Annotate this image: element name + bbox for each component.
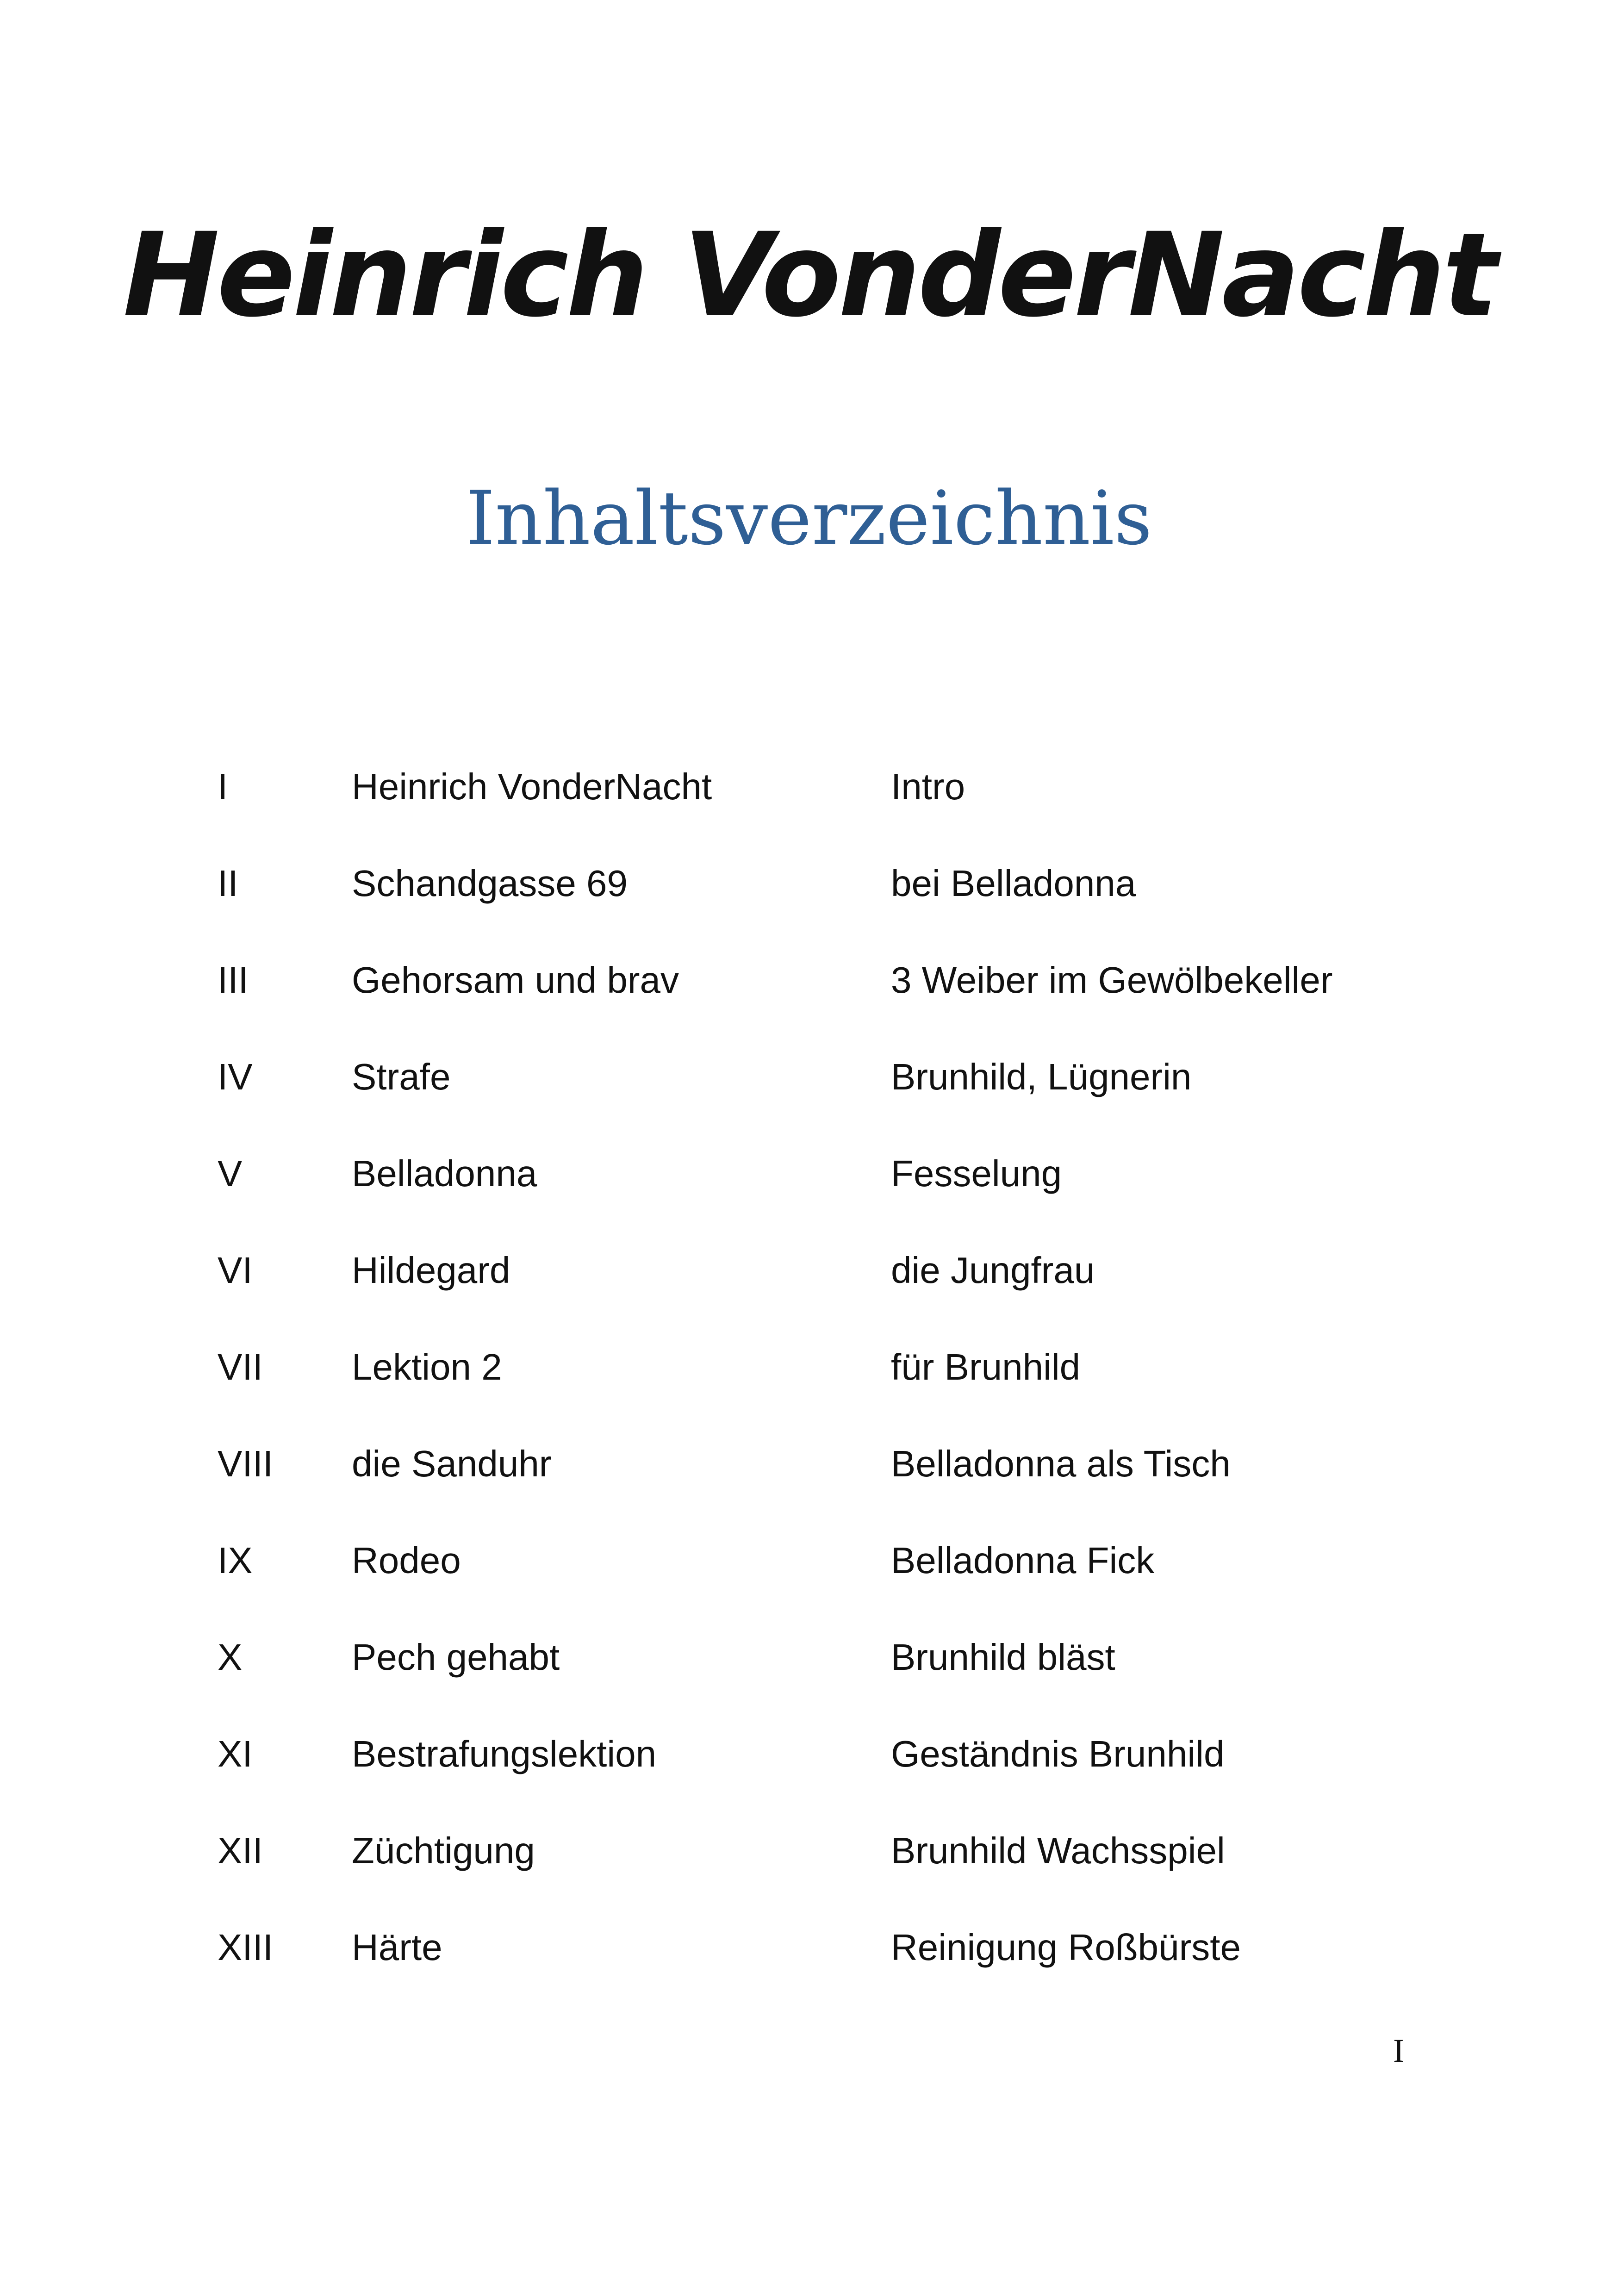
chapter-title: Belladonna [352,1153,537,1194]
chapter-title: Rodeo [352,1540,461,1581]
chapter-subtitle: Belladonna als Tisch [891,1443,1231,1484]
chapter-title: Lektion 2 [352,1346,502,1388]
chapter-number: VIII [218,1443,274,1484]
chapter-title: Hildegard [352,1250,510,1291]
chapter-title: Härte [352,1927,442,1968]
chapter-subtitle: Intro [891,766,965,807]
chapter-title: Bestrafungslektion [352,1733,657,1774]
chapter-number: IX [218,1540,253,1581]
toc-entry [218,768,1467,865]
chapter-subtitle: Belladonna Fick [891,1540,1155,1581]
chapter-subtitle: Brunhild bläst [891,1636,1115,1678]
chapter-title: die Sanduhr [352,1443,552,1484]
author-title: Heinrich VonderNacht [123,208,1495,342]
toc-entry [218,1155,1467,1252]
chapter-number: V [218,1153,243,1194]
toc-entry [218,1929,1467,2026]
chapter-subtitle: die Jungfrau [891,1250,1095,1291]
chapter-subtitle: Brunhild Wachsspiel [891,1830,1225,1871]
toc-entry [218,959,1467,1058]
chapter-subtitle: bei Belladonna [891,863,1136,904]
chapter-title: Pech gehabt [352,1636,560,1678]
chapter-title: Gehorsam und brav [352,959,679,1001]
chapter-number: III [218,959,249,1001]
table-of-contents [218,768,1467,2026]
chapter-title: Heinrich VonderNacht [352,766,712,807]
toc-entry [218,865,1467,962]
chapter-number: VII [218,1346,263,1388]
page-number: I [1393,2032,1404,2069]
chapter-title: Schandgasse 69 [352,863,628,904]
chapter-number: XIII [218,1927,274,1968]
chapter-number: XI [218,1733,253,1774]
chapter-number: IV [218,1056,253,1097]
chapter-subtitle: Fesselung [891,1153,1062,1194]
chapter-subtitle: 3 Weiber im Gewölbekeller [891,959,1333,1001]
chapter-number: VI [218,1250,253,1291]
chapter-subtitle: Geständnis Brunhild [891,1733,1225,1774]
toc-entry [218,1636,1467,1736]
chapter-number: X [218,1636,243,1678]
toc-entry [218,1252,1467,1349]
chapter-title: Züchtigung [352,1830,535,1871]
chapter-title: Strafe [352,1056,451,1097]
toc-heading: Inhaltsverzeichnis [466,475,1152,561]
chapter-number: XII [218,1830,263,1871]
toc-entry [218,1058,1467,1155]
toc-entry [218,1542,1467,1639]
toc-entry [218,1346,1467,1445]
toc-entry [218,1832,1467,1929]
chapter-subtitle: Brunhild, Lügnerin [891,1056,1192,1097]
chapter-number: I [218,766,228,807]
chapter-number: II [218,863,238,904]
toc-entry [218,1445,1467,1542]
toc-entry [218,1733,1467,1832]
chapter-subtitle: Reinigung Roßbürste [891,1927,1241,1968]
chapter-subtitle: für Brunhild [891,1346,1081,1388]
